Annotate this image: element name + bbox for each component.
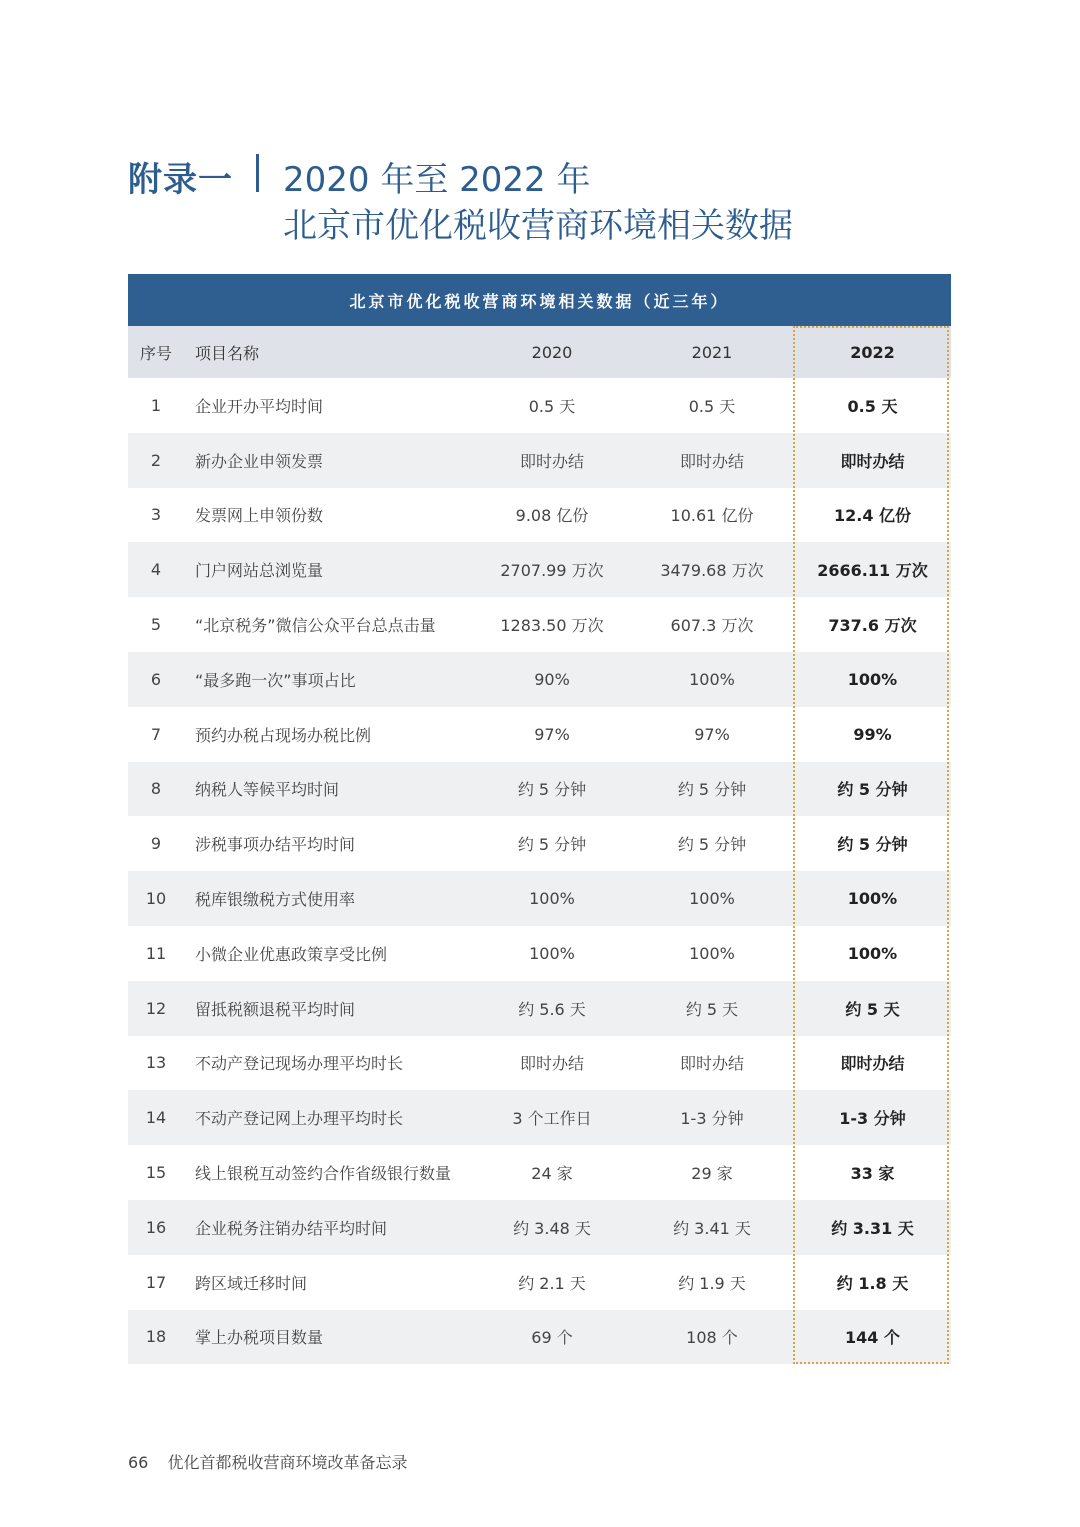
row-idx: 12 — [145, 998, 167, 1018]
row-name: 掌上办税项目数量 — [195, 1328, 324, 1348]
row-name: 不动产登记现场办理平均时长 — [195, 1054, 404, 1074]
row-value-2022: 737.6 万次 — [828, 616, 917, 636]
row-value-2020: 3 个工作日 — [512, 1109, 592, 1129]
table-row — [128, 926, 951, 981]
row-idx: 18 — [145, 1327, 167, 1347]
row-value-2020: 69 个 — [531, 1328, 573, 1348]
row-name: 纳税人等候平均时间 — [195, 780, 340, 800]
row-idx: 5 — [150, 615, 162, 635]
title-divider — [256, 154, 259, 192]
row-value-2020: 约 2.1 天 — [518, 1273, 586, 1293]
row-value-2022: 即时办结 — [840, 1054, 905, 1074]
row-name: 企业税务注销办结平均时间 — [195, 1218, 388, 1238]
row-value-2020: 100% — [529, 889, 575, 909]
table-row — [128, 378, 951, 433]
table-row — [128, 1145, 951, 1200]
row-value-2020: 100% — [529, 943, 575, 963]
row-name: “最多跑一次”事项占比 — [195, 670, 356, 690]
row-value-2021: 29 家 — [691, 1164, 733, 1184]
row-value-2020: 24 家 — [531, 1164, 573, 1184]
row-name: 企业开办平均时间 — [195, 396, 324, 416]
row-value-2021: 约 3.41 天 — [673, 1218, 751, 1238]
table-caption: 北京市优化税收营商环境相关数据（近三年） — [128, 274, 951, 326]
row-idx: 17 — [145, 1272, 167, 1292]
table-row — [128, 433, 951, 488]
row-name: 新办企业申领发票 — [195, 451, 324, 471]
row-name: 税库银缴税方式使用率 — [195, 890, 356, 910]
table-row — [128, 1200, 951, 1255]
row-idx: 15 — [145, 1163, 167, 1183]
row-name: 涉税事项办结平均时间 — [195, 835, 356, 855]
table-row — [128, 981, 951, 1036]
row-value-2020: 约 5 分钟 — [517, 780, 587, 800]
row-idx: 9 — [150, 834, 162, 854]
row-value-2022: 144 个 — [845, 1328, 900, 1348]
row-name: “北京税务”微信公众平台总点击量 — [195, 616, 436, 636]
header-name: 项目名称 — [195, 343, 260, 363]
table-row — [128, 652, 951, 707]
row-name: 不动产登记网上办理平均时长 — [195, 1109, 404, 1129]
row-value-2022: 约 5 分钟 — [837, 780, 908, 800]
row-value-2021: 约 5 天 — [685, 999, 739, 1019]
row-value-2022: 33 家 — [850, 1164, 895, 1184]
table-row — [128, 871, 951, 926]
data-table — [128, 326, 951, 1364]
row-value-2020: 2707.99 万次 — [500, 561, 604, 581]
row-idx: 13 — [145, 1053, 167, 1073]
table-row — [128, 1255, 951, 1310]
row-value-2020: 约 5.6 天 — [518, 999, 586, 1019]
header-idx: 序号 — [139, 343, 172, 363]
table-header-row — [128, 326, 951, 378]
header-2020: 2020 — [531, 342, 573, 362]
row-name: 门户网站总浏览量 — [195, 561, 324, 581]
row-idx: 1 — [150, 395, 162, 415]
row-value-2021: 0.5 天 — [688, 396, 736, 416]
page-title-line2: 北京市优化税收营商环境相关数据 — [283, 206, 793, 246]
row-value-2020: 90% — [534, 669, 570, 689]
page-footer — [128, 1450, 407, 1473]
table-row — [128, 488, 951, 543]
row-value-2021: 约 1.9 天 — [678, 1273, 746, 1293]
row-value-2020: 97% — [534, 724, 570, 744]
appendix-label: 附录一 — [128, 160, 233, 200]
row-idx: 6 — [150, 669, 162, 689]
row-value-2022: 约 5 天 — [845, 999, 900, 1019]
row-value-2022: 12.4 亿份 — [833, 506, 912, 526]
row-value-2021: 100% — [689, 669, 735, 689]
row-value-2021: 3479.68 万次 — [660, 561, 764, 581]
row-idx: 8 — [150, 779, 162, 799]
row-value-2020: 1283.50 万次 — [500, 616, 604, 636]
page-title-line1: 2020 年至 2022 年 — [283, 160, 591, 200]
row-name: 小微企业优惠政策享受比例 — [195, 944, 388, 964]
row-value-2022: 100% — [847, 669, 898, 689]
row-idx: 3 — [150, 505, 162, 525]
header-2021: 2021 — [691, 342, 733, 362]
row-value-2021: 97% — [694, 724, 730, 744]
page-title-block — [128, 150, 958, 250]
row-value-2021: 10.61 亿份 — [670, 506, 754, 526]
page-number: 66 — [128, 1453, 149, 1472]
row-value-2022: 0.5 天 — [847, 396, 898, 416]
row-value-2021: 108 个 — [686, 1328, 738, 1348]
row-value-2021: 100% — [689, 943, 735, 963]
row-value-2020: 即时办结 — [519, 1054, 584, 1074]
row-value-2020: 约 5 分钟 — [517, 835, 587, 855]
row-value-2020: 即时办结 — [519, 451, 584, 471]
footer-text: 优化首都税收营商环境改革备忘录 — [167, 1453, 408, 1472]
row-value-2021: 100% — [689, 889, 735, 909]
row-value-2022: 100% — [847, 889, 898, 909]
row-idx: 11 — [145, 943, 167, 963]
row-value-2022: 1-3 分钟 — [839, 1109, 906, 1129]
row-value-2021: 1-3 分钟 — [680, 1109, 744, 1129]
table-row — [128, 1036, 951, 1091]
row-value-2022: 100% — [847, 943, 898, 963]
row-value-2022: 即时办结 — [840, 451, 905, 471]
row-value-2021: 约 5 分钟 — [677, 835, 747, 855]
row-name: 留抵税额退税平均时间 — [195, 999, 356, 1019]
table-row — [128, 816, 951, 871]
row-value-2020: 约 3.48 天 — [513, 1218, 591, 1238]
row-value-2020: 0.5 天 — [528, 396, 576, 416]
row-idx: 14 — [145, 1108, 167, 1128]
row-idx: 7 — [150, 724, 162, 744]
table-row — [128, 597, 951, 652]
row-name: 发票网上申领份数 — [195, 506, 324, 526]
row-value-2021: 607.3 万次 — [670, 616, 754, 636]
row-value-2020: 9.08 亿份 — [515, 506, 589, 526]
row-value-2021: 即时办结 — [679, 451, 744, 471]
row-name: 预约办税占现场办税比例 — [195, 725, 372, 745]
row-name: 线上银税互动签约合作省级银行数量 — [195, 1164, 452, 1184]
row-value-2022: 约 3.31 天 — [831, 1218, 914, 1238]
row-idx: 2 — [150, 450, 162, 470]
row-idx: 16 — [145, 1217, 167, 1237]
table-row — [128, 1090, 951, 1145]
table-row — [128, 707, 951, 762]
row-value-2021: 约 5 分钟 — [677, 780, 747, 800]
row-value-2022: 2666.11 万次 — [817, 561, 928, 581]
row-value-2022: 约 1.8 天 — [836, 1273, 909, 1293]
table-row — [128, 542, 951, 597]
row-name: 跨区域迁移时间 — [195, 1273, 308, 1293]
table-row — [128, 762, 951, 817]
row-value-2021: 即时办结 — [679, 1054, 744, 1074]
header-2022: 2022 — [850, 342, 895, 362]
row-idx: 4 — [150, 560, 162, 580]
row-idx: 10 — [145, 889, 167, 909]
row-value-2022: 约 5 分钟 — [837, 835, 908, 855]
table-row — [128, 1310, 951, 1365]
row-value-2022: 99% — [853, 724, 892, 744]
